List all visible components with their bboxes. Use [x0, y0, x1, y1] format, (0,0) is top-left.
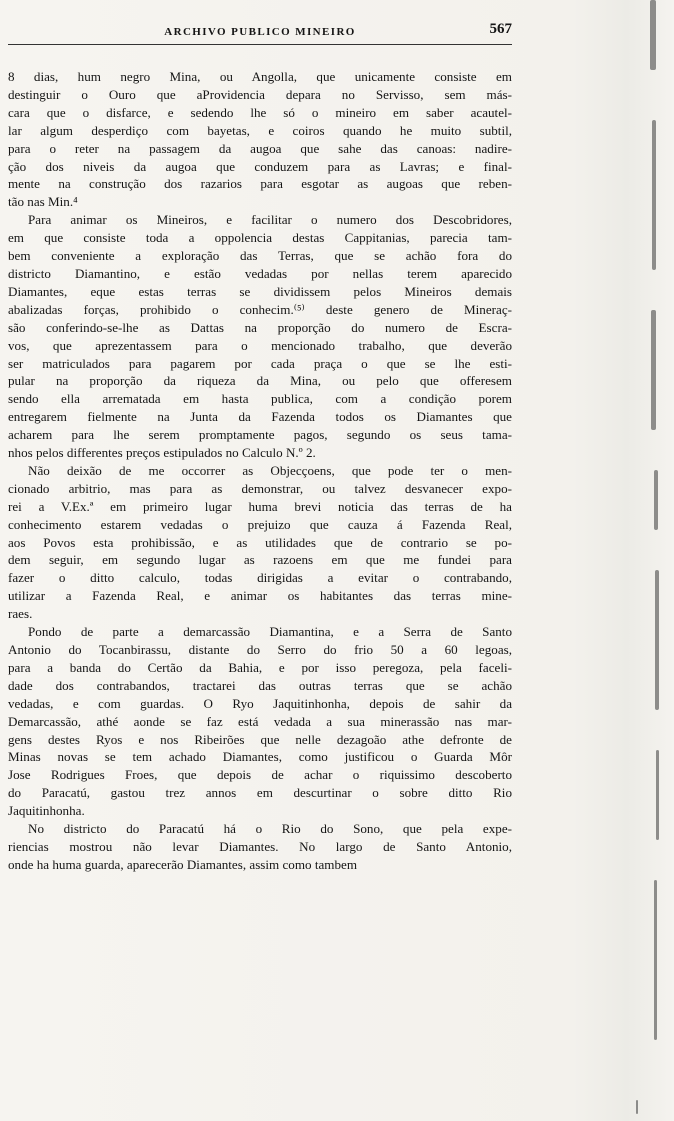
text-line: Antonio do Tocanbirassu, distante do Serro do frio 50 a 60 legoas,	[8, 642, 512, 657]
text-line: acharem para lhe serem promptamente pagos, segundo os seus tama-	[8, 427, 512, 443]
text-line: Jose Rodrigues Froes, que depois de achar o riquissimo descoberto	[8, 767, 512, 783]
text-line: 8 dias, hum negro Mina, ou Angolla, que unicamente consiste em	[8, 69, 512, 84]
text-line: onde ha huma guarda, aparecerão Diamantes, assim como tambem	[8, 856, 358, 872]
text-line: sendo ella arrematada em hasta publica, com a condição porem	[8, 391, 512, 407]
text-line: dem seguir, em segundo lugar as razoens em que me fundei para	[8, 552, 512, 568]
text-line: Pondo de parte a demarcassão Diamantina, e a Serra de Santo	[28, 624, 512, 640]
text-line: ser matriculados para pagarem por cada praça o que se lhe esti-	[8, 355, 512, 371]
text-line: Jaquitinhonha.	[8, 803, 85, 819]
text-line: No districto do Paracatú há o Rio do Sono, que pela expe-	[28, 821, 512, 837]
scan-edge	[628, 0, 674, 1121]
paragraph	[8, 462, 512, 623]
running-head: ARCHIVO PUBLICO MINEIRO	[164, 26, 356, 38]
text-line: mente na construção dos razarios para esgotar as augoas que reben-	[8, 176, 512, 192]
text-line: cionado arbitrio, mas para as demonstrar, ou talvez desvanecer expo-	[8, 480, 512, 496]
text-line: para o reter na passagem da augoa que sahe das canoas: nadire-	[8, 140, 512, 156]
paragraph	[8, 820, 512, 874]
text-line: cara que o disfarce, e sedendo lhe só o mineiro em saber acautel-	[8, 104, 512, 120]
body-text	[8, 68, 512, 874]
text-line: vos, que aprezentassem para o mencionado trabalho, que deverão	[8, 337, 512, 353]
text-line: tão nas Min.⁴	[8, 194, 78, 210]
text-line: Diamantes, eque estas terras se dividissem pelos Mineiros demais	[8, 283, 512, 299]
text-line: para a banda do Certão da Bahia, e por isso peregoza, pela faceli-	[8, 659, 512, 675]
text-line: rei a V.Ex.ª em primeiro lugar huma brevi noticia das terras de ha	[8, 498, 512, 514]
text-line: Demarcassão, athé aonde se faz está vedada a sua minerassão nas mar-	[8, 713, 512, 729]
text-line: entregarem fielmente na Junta da Fazenda todos os Diamantes que	[8, 409, 512, 425]
text-line: fazer o ditto calculo, todas dirigidas a evitar o contrabando,	[8, 570, 512, 586]
paragraph	[8, 211, 512, 462]
text-line: bem conveniente a exploração das Terras, que se achão fora do	[8, 248, 512, 264]
text-line: destinguir o Ouro que aProvidencia depara no Servisso, sem más-	[8, 86, 512, 102]
text-line: aos Povos esta prohibissão, e as utilidades que de contrario se po-	[8, 534, 512, 550]
text-line: gens destes Ryos e nos Ribeirões que nelle dezagoão athe defronte de	[8, 731, 512, 747]
text-line: conhecimento estarem vedadas o prejuizo que cauza á Fazenda Real,	[8, 516, 512, 532]
page-number: 567	[489, 21, 512, 37]
text-line: Minas novas se tem achado Diamantes, como justificou o Guarda Môr	[8, 749, 512, 765]
text-line: são conferindo-se-lhe as Dattas na proporção do numero de Escra-	[8, 319, 512, 335]
text-line: dade dos contrabandos, tractarei das outras terras que se achão	[8, 677, 512, 693]
text-line: vedadas, e com guardas. O Ryo Jaquitinhonha, depois de sahir da	[8, 695, 512, 711]
text-line: pular na proporção da riqueza da Mina, ou pelo que offeresem	[8, 373, 512, 389]
text-line: nhos pelos differentes preços estipulados no Calculo N.º 2.	[8, 445, 316, 461]
paragraph	[8, 623, 512, 820]
text-line: raes.	[8, 606, 33, 622]
text-line: districto Diamantino, e estão vedadas por nellas terem aparecido	[8, 265, 512, 281]
text-line: lar algum desperdiço com bayetas, e coiros quando he muito subtil,	[8, 122, 512, 138]
paragraph	[8, 68, 512, 211]
text-line: em que consiste toda a oppolencia destas Cappitanias, parecia tam-	[8, 230, 512, 246]
text-line: Não deixão de me occorrer as Objecçoens, que pode ter o men-	[28, 462, 512, 478]
text-line: do Paracatú, gastou trez annos em descurtinar o sobre ditto Rio	[8, 785, 512, 801]
text-line: ção dos niveis da augoa que conduzem para as Lavras; e final-	[8, 158, 512, 174]
text-line: Para animar os Mineiros, e facilitar o numero dos Descobridores,	[28, 212, 512, 228]
text-line: riencias mostrou não levar Diamantes. No largo de Santo Antonio,	[8, 838, 512, 854]
text-line: utilizar a Fazenda Real, e animar os habitantes das terras mine-	[8, 588, 512, 604]
text-line: abalizadas forças, prohibido o conhecim.⁽⁵⁾ deste genero de Mineraç-	[8, 301, 512, 317]
page-header	[8, 22, 512, 45]
